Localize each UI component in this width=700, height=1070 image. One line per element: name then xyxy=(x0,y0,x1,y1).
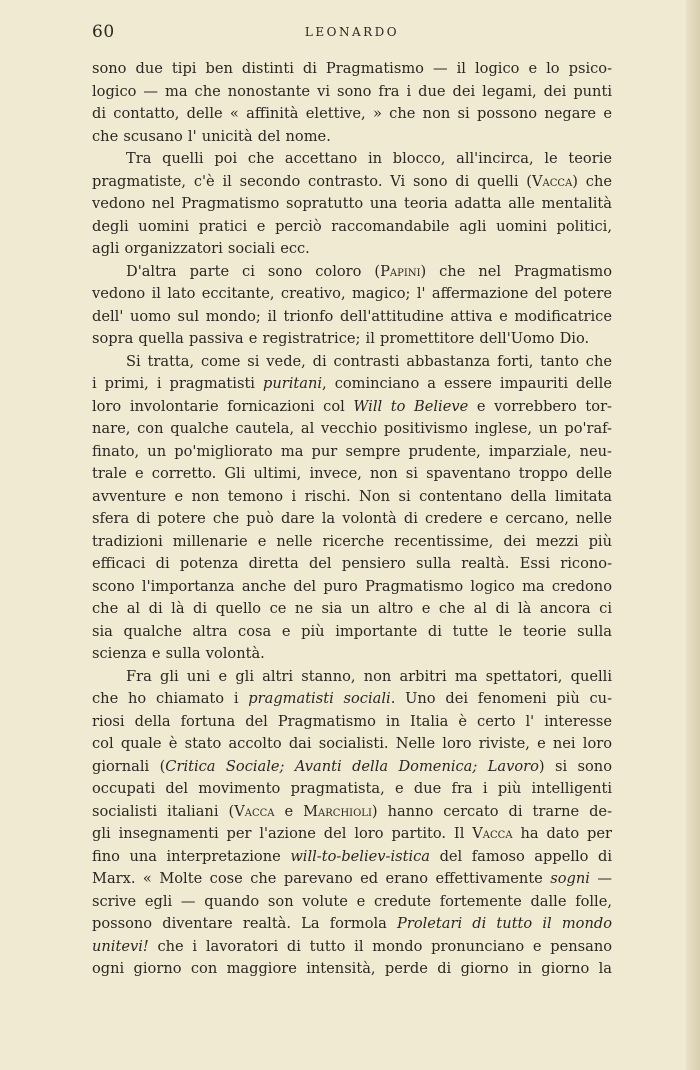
text-line: unitevi! che i lavoratori di tutto il mondo pronunciano e pensano xyxy=(92,937,612,955)
text-line: fino una interpretazione will-to-believ-istica del famoso appello di xyxy=(92,847,613,865)
page-edge xyxy=(686,0,700,1070)
page-header xyxy=(92,22,612,42)
text-line: sia qualche altra cosa e più importante di tutte le teorie sulla xyxy=(92,622,612,640)
text-line: Tra quelli poi che accettano in blocco, all'incirca, le teorie xyxy=(126,150,612,167)
text-line: finato, un po'migliorato ma pur sempre prudente, imparziale, neu- xyxy=(92,442,612,460)
text-line: di contatto, delle « affinità elettive, » che non si possono negare e xyxy=(92,105,612,122)
text-line: vedono il lato eccitante, creativo, magico; l' affermazione del potere xyxy=(92,285,612,302)
text-line: agli organizzatori sociali ecc. xyxy=(92,240,310,257)
text-line: sopra quella passiva e registratrice; il promettitore dell'Uomo Dio. xyxy=(92,330,590,347)
text-line: sfera di potere che può dare la volontà di credere e cercano, nelle xyxy=(92,510,612,527)
text-line: trale e corretto. Gli ultimi, invece, non si spaventano troppo delle xyxy=(92,465,612,482)
text-line: socialisti italiani (Vacca e Marchioli) hanno cercato di trarne de- xyxy=(92,802,612,820)
text-line: scono l'importanza anche del puro Pragmatismo logico ma credono xyxy=(92,577,612,595)
text-line: sono due tipi ben distinti di Pragmatismo — il logico e lo psico- xyxy=(92,60,612,77)
text-line: efficaci di potenza diretta del pensiero sulla realtà. Essi ricono- xyxy=(92,555,612,572)
text-line: loro involontarie fornicazioni col Will to Believe e vorrebbero tor- xyxy=(92,397,612,415)
text-line: riosi della fortuna del Pragmatismo in Italia è certo l' interesse xyxy=(92,712,612,730)
text-line: possono diventare realtà. La formola Proletari di tutto il mondo xyxy=(92,915,612,932)
text-line: pragmatiste, c'è il secondo contrasto. Vi sono di quelli (Vacca) che xyxy=(92,172,613,190)
text-line: degli uomini pratici e perciò raccomandabile agli uomini politici, xyxy=(92,217,612,235)
text-line: che ho chiamato i pragmatisti sociali. Uno dei fenomeni più cu- xyxy=(92,690,613,707)
text-line: col quale è stato accolto dai socialisti. Nelle loro riviste, e nei loro xyxy=(92,735,612,752)
text-line: nare, con qualche cautela, al vecchio positivismo inglese, un po'raf- xyxy=(92,420,612,437)
text-line: occupati del movimento pragmatista, e due fra i più intelligenti xyxy=(92,780,612,797)
text-line: avventure e non temono i rischi. Non si contentano della limitata xyxy=(92,487,612,505)
page-number: 60 xyxy=(92,22,115,42)
text-line: tradizioni millenarie e nelle ricerche recentissime, dei mezzi più xyxy=(92,532,612,550)
text-line: dell' uomo sul mondo; il trionfo dell'attitudine attiva e modificatrice xyxy=(92,307,612,325)
text-line: logico — ma che nonostante vi sono fra i due dei legami, dei punti xyxy=(92,82,612,100)
text-line: scienza e sulla volontà. xyxy=(92,645,265,662)
text-line: Si tratta, come si vede, di contrasti abbastanza forti, tanto che xyxy=(126,352,612,370)
text-line: Marx. « Molte cose che parevano ed erano effettivamente sogni — xyxy=(92,870,612,887)
text-line: giornali (Critica Sociale; Avanti della Domenica; Lavoro) si sono xyxy=(92,757,612,775)
text-line: i primi, i pragmatisti puritani, cominciano a essere impauriti delle xyxy=(92,375,612,392)
body-text xyxy=(92,58,612,981)
text-line: Fra gli uni e gli altri stanno, non arbitri ma spettatori, quelli xyxy=(126,667,612,685)
running-head: LEONARDO xyxy=(304,25,400,39)
text-line: ogni giorno con maggiore intensità, perde di giorno in giorno la xyxy=(92,960,612,977)
text-line: scrive egli — quando son volute e credute fortemente dalle folle, xyxy=(92,892,612,910)
text-line: che al di là di quello ce ne sia un altro e che al di là ancora ci xyxy=(92,600,612,617)
text-line: che scusano l' unicità del nome. xyxy=(92,127,331,145)
text-line: vedono nel Pragmatismo sopratutto una teoria adatta alle mentalità xyxy=(92,195,612,212)
text-line: gli insegnamenti per l'azione del loro partito. Il Vacca ha dato per xyxy=(92,825,612,842)
text-line: D'altra parte ci sono coloro (Papini) che nel Pragmatismo xyxy=(126,262,613,280)
